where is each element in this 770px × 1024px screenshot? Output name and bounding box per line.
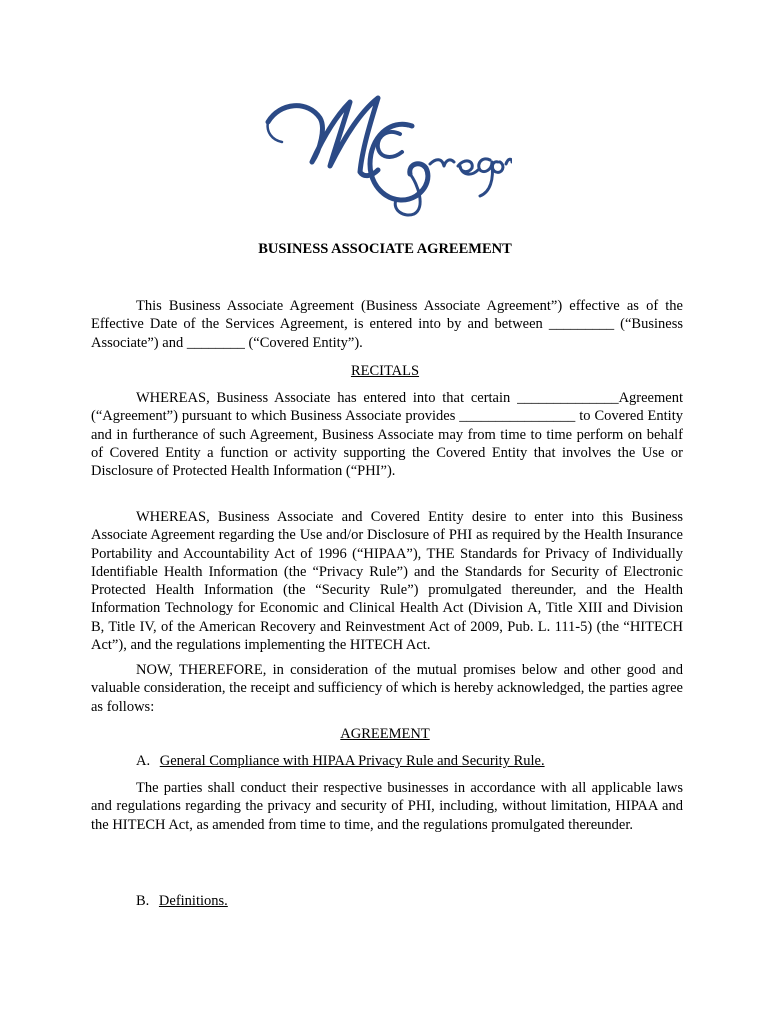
agreement-heading: AGREEMENT (340, 726, 430, 742)
section-a-body: The parties shall conduct their respective businesses in accordance with all applicable laws and regulations regarding the privacy and security of PHI, including, without limitation, HIPAA and the HITECH Act, as amended from time to time, and the regulations promulgated thereunder. (91, 780, 683, 833)
mcgregor-logo (260, 88, 512, 220)
recital-paragraph-2: WHEREAS, Business Associate and Covered Entity desire to enter into this Business Associate Agreement regarding the Use and/or Disclosure of PHI as required by the Health Insurance Portability and Accountability Act of 1996 (“HIPAA”), THE Standards for Privacy of Individually Identifiable Health Information (the “Privacy Rule”) and the Standards for Security of Electronic Protected Health Information (the “Security Rule”) promulgated thereunder, and the Health Information Technology for Economic and Clinical Health Act (Division A, Title XIII and Division B, Title IV, of the American Recovery and Reinvestment Act of 2009, Pub. L. 111-5) (the “HITECH Act”), and the regulations implementing the HITECH Act. (91, 509, 683, 654)
recital-2-block (91, 508, 683, 654)
section-a-letter: A. (136, 753, 151, 769)
section-a-title: General Compliance with HIPAA Privacy Rule and Security Rule. (159, 753, 545, 769)
intro-paragraph: This Business Associate Agreement (Business Associate Agreement”) effective as of the Effective Date of the Services Agreement, is entered into by and between _________ (“Business Associate”) and ________ (“Covered Entity”). (91, 298, 683, 351)
section-a-body-block (91, 779, 683, 834)
document-title: BUSINESS ASSOCIATE AGREEMENT (258, 241, 512, 257)
recital-1-block (91, 389, 683, 480)
recitals-heading: RECITALS (350, 363, 420, 379)
intro-paragraph-block (91, 297, 683, 352)
section-b-letter: B. (136, 893, 150, 909)
recital-paragraph-3: NOW, THEREFORE, in consideration of the mutual promises below and other good and valuable consideration, the receipt and sufficiency of which is hereby acknowledged, the parties agree as follows: (91, 662, 683, 715)
section-b-heading (136, 892, 696, 910)
recital-3-block (91, 661, 683, 716)
recital-paragraph-1: WHEREAS, Business Associate has entered into that certain ______________Agreement (“Agreement”) pursuant to which Business Associate provides ________________ to Covered Entity and in furtherance of such Agreement, Business Associate may from time to time perform on behalf of Covered Entity a function or activity supporting the Covered Entity that involves the Use or Disclosure of Protected Health Information (“PHI”). (91, 390, 683, 480)
section-b-title: Definitions. (158, 893, 228, 909)
section-a-heading (136, 752, 696, 770)
